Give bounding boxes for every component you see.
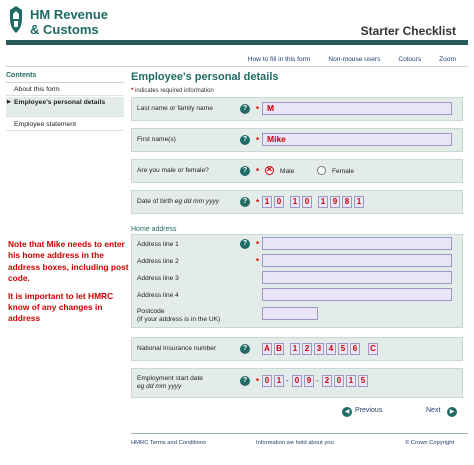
nav-link-colours[interactable]: Colours [398,56,422,63]
address-line-3-label: Address line 3 [137,275,179,282]
dob-digit[interactable]: 1 [262,196,272,208]
top-nav [230,56,456,63]
sidebar-heading: Contents [6,72,124,83]
ni-number-row [131,337,463,361]
nav-link-non-mouse[interactable]: Non-mouse users [328,56,381,63]
dob-digit[interactable]: 1 [318,196,328,208]
start-date-digit[interactable]: 1 [346,375,356,387]
logo-text [30,7,108,37]
ni-char[interactable]: B [274,343,284,355]
start-date-digit[interactable]: 0 [292,375,302,387]
annotation-note [8,239,132,331]
required-star: * [256,377,260,386]
required-star: * [256,257,260,266]
nav-rule [6,66,468,67]
start-date-digit[interactable]: 0 [262,375,272,387]
help-icon[interactable]: ? [240,135,250,145]
postcode-label-text: Postcode [137,308,165,315]
dob-digit[interactable]: 1 [290,196,300,208]
ni-char[interactable]: 2 [302,343,312,355]
next-arrow-icon[interactable]: ▶ [447,407,457,417]
ni-char[interactable]: 4 [326,343,336,355]
sidebar-item-personal-details[interactable]: ▶ Employee's personal details [6,97,124,117]
annotation-paragraph-2: It is important to let HMRC know of any changes in address [8,290,114,324]
postcode-label [137,308,220,324]
required-note-text: indicates required information [135,88,214,94]
female-radio[interactable] [317,166,326,175]
annotation-paragraph-1: Note that Mike needs to enter his home address in the address boxes, including post code. [8,239,129,284]
postcode-hint: (if your address is in the UK) [137,316,221,323]
ni-number-label: National Insurance number [137,345,217,352]
next-button[interactable]: Next [426,407,441,414]
footer-info-link[interactable]: Information we hold about you [256,440,334,446]
ni-char[interactable]: A [262,343,272,355]
start-date-digit[interactable]: 5 [358,375,368,387]
footer-terms-link[interactable]: HMRC Terms and Conditions [131,440,206,446]
start-date-digit[interactable]: 2 [322,375,332,387]
help-icon[interactable]: ? [240,376,250,386]
ni-char[interactable]: C [368,343,378,355]
required-star: * [256,136,260,145]
dob-digit[interactable]: 0 [274,196,284,208]
start-date-label [137,375,203,391]
help-icon[interactable]: ? [240,239,250,249]
address-line-1-label: Address line 1 [137,241,179,248]
dob-label-text: Date of birth [137,198,173,205]
required-star: * [256,198,260,207]
sidebar-item-statement[interactable]: Employee statement [6,119,124,131]
home-address-heading: Home address [131,226,177,233]
hmrc-logo [6,4,136,38]
ni-char[interactable]: 3 [314,343,324,355]
address-line-4-field[interactable] [262,288,452,301]
gender-label: Are you male or female? [137,167,209,174]
help-icon[interactable]: ? [240,344,250,354]
male-radio[interactable] [265,166,274,175]
crown-crest-icon [6,6,26,34]
page-title: Employee's personal details [131,71,279,83]
required-star: * [256,167,260,176]
start-date-digit[interactable]: 9 [304,375,314,387]
first-name-field[interactable]: Mike [262,133,452,146]
dob-digit[interactable]: 9 [330,196,340,208]
header-rule [6,40,468,45]
postcode-field[interactable] [262,307,318,320]
start-date-digit[interactable]: 1 [274,375,284,387]
previous-arrow-icon[interactable]: ◀ [342,407,352,417]
sidebar-item-about[interactable]: About this form [6,84,124,96]
help-icon[interactable]: ? [240,166,250,176]
first-name-label: First name(s) [137,136,176,143]
start-date-row [131,368,463,398]
address-line-2-field[interactable] [262,254,452,267]
footer-copyright: © Crown Copyright [405,440,455,446]
address-line-4-label: Address line 4 [137,292,179,299]
footer-rule [131,433,468,434]
help-icon[interactable]: ? [240,197,250,207]
last-name-field[interactable]: M [262,102,452,115]
nav-link-zoom[interactable]: Zoom [439,56,456,63]
dob-digit[interactable]: 1 [354,196,364,208]
logo-line-2: & Customs [30,22,99,37]
date-separator: - [316,376,319,385]
address-line-1-field[interactable] [262,237,452,250]
start-date-hint: eg dd mm yyyy [137,383,182,390]
last-name-label: Last name or family name [137,105,213,112]
female-label: Female [332,168,354,175]
dob-digit[interactable]: 0 [302,196,312,208]
logo-line-1: HM Revenue [30,7,109,22]
first-name-row [131,128,463,152]
nav-link-how-to[interactable]: How to fill in this form [247,56,311,63]
dob-digit[interactable]: 8 [342,196,352,208]
required-star: * [256,105,260,114]
ni-char[interactable]: 5 [338,343,348,355]
home-address-row [131,234,463,328]
date-separator: - [286,376,289,385]
last-name-row [131,97,463,121]
gender-row [131,159,463,183]
ni-char[interactable]: 1 [290,343,300,355]
previous-button[interactable]: Previous [355,407,383,414]
dob-label [137,198,219,206]
dob-hint: eg dd mm yyyy [174,198,220,205]
address-line-3-field[interactable] [262,271,452,284]
ni-char[interactable]: 6 [350,343,360,355]
form-title: Starter Checklist [360,24,456,38]
help-icon[interactable]: ? [240,104,250,114]
required-note [131,88,214,94]
dob-row [131,190,463,214]
start-date-label-text: Employment start date [137,375,203,382]
required-star: * [256,240,260,249]
required-star: * [131,88,136,94]
address-line-2-label: Address line 2 [137,258,179,265]
start-date-digit[interactable]: 0 [334,375,344,387]
male-label: Male [280,168,295,175]
